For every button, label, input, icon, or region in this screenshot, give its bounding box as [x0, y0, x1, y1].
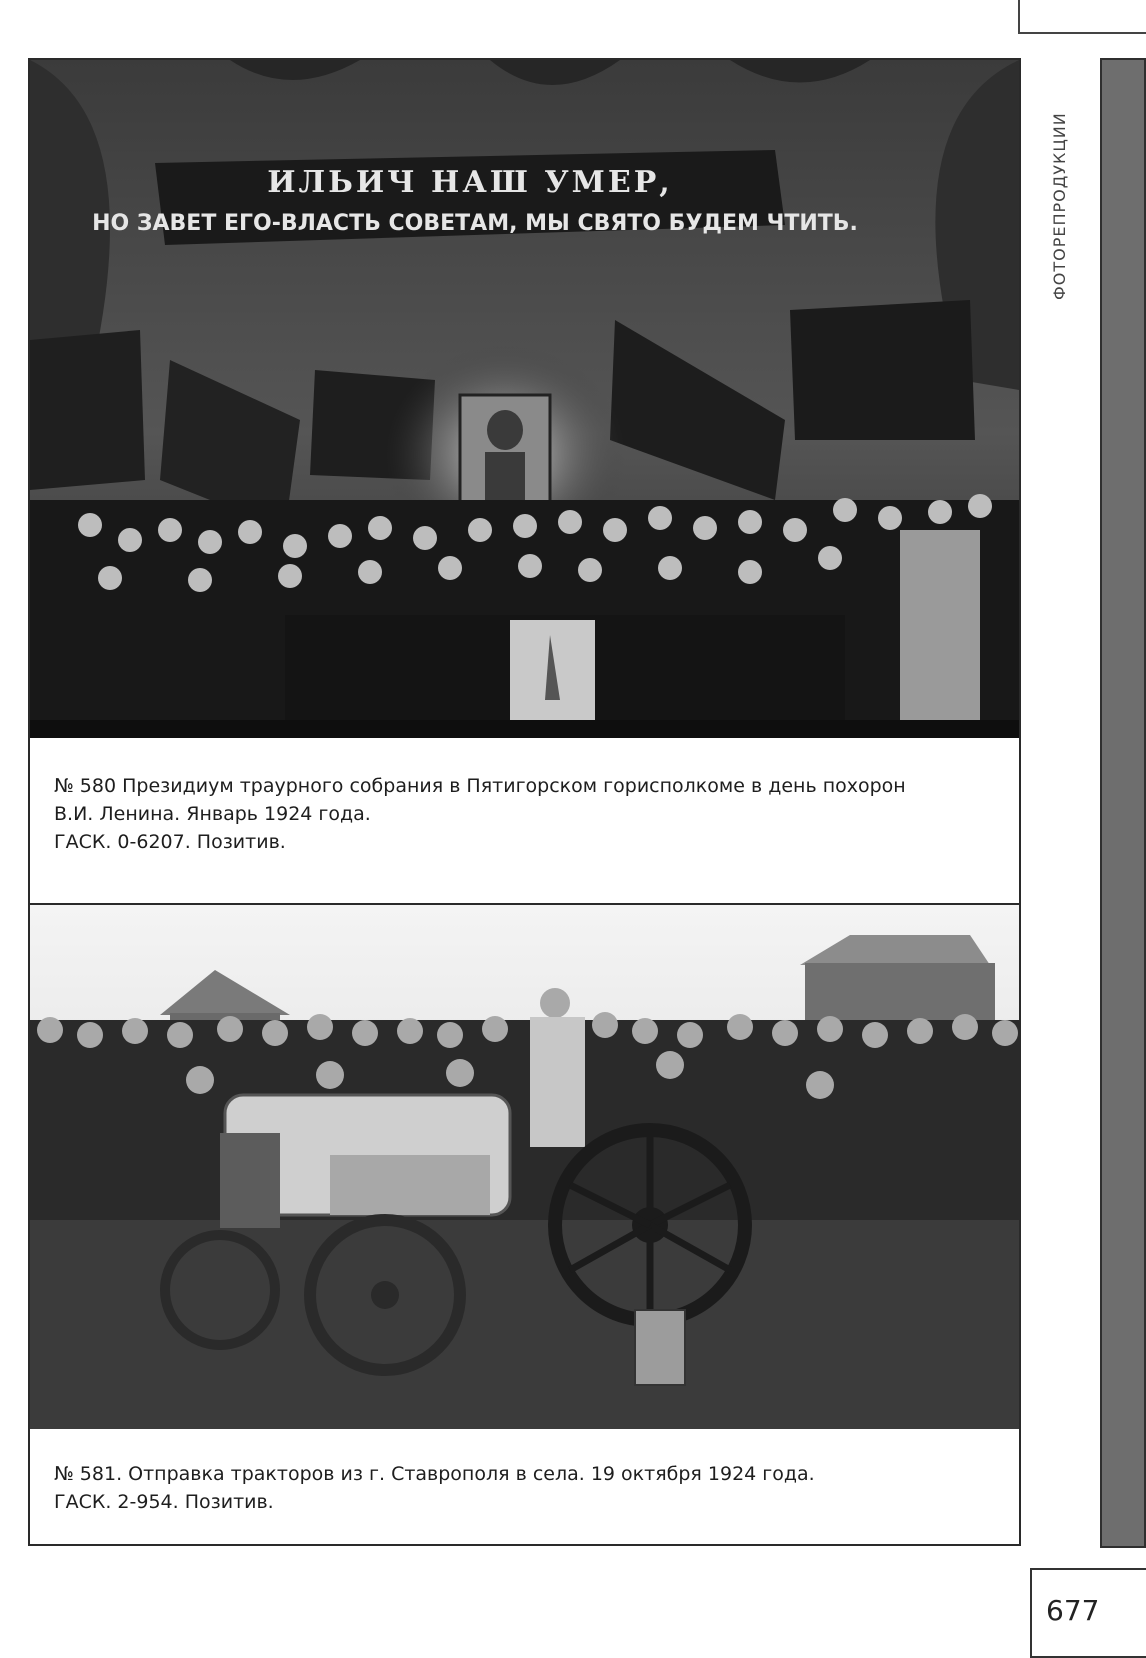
caption-581-line-2: ГАСК. 2-954. Позитив.: [54, 1491, 274, 1513]
caption-580-line-2: В.И. Ленина. Январь 1924 года.: [54, 803, 371, 825]
page-number: 677: [1046, 1594, 1100, 1627]
photo-tractor: [30, 905, 1019, 1429]
caption-photo-580: [54, 772, 999, 856]
section-label: ФОТОРЕПРОДУКЦИИ: [1050, 112, 1069, 300]
photo-frame: [28, 58, 1021, 1546]
banner-line-2: НО ЗАВЕТ ЕГО-ВЛАСТЬ СОВЕТАМ, МЫ СВЯТО БУДЕМ ЧТИТЬ.: [92, 211, 858, 236]
banner-line-1: ИЛЬИЧ НАШ УМЕР,: [267, 165, 673, 200]
caption-580-line-3: ГАСК. 0-6207. Позитив.: [54, 831, 286, 853]
side-bar: [1100, 58, 1146, 1548]
photo-presidium: [30, 60, 1019, 738]
top-corner-tab: [1018, 0, 1146, 34]
caption-photo-581: [54, 1460, 999, 1516]
caption-580-line-1: № 580 Президиум траурного собрания в Пятигорском горисполкоме в день похорон: [54, 775, 906, 797]
caption-581-line-1: № 581. Отправка тракторов из г. Ставрополя в села. 19 октября 1924 года.: [54, 1463, 815, 1485]
